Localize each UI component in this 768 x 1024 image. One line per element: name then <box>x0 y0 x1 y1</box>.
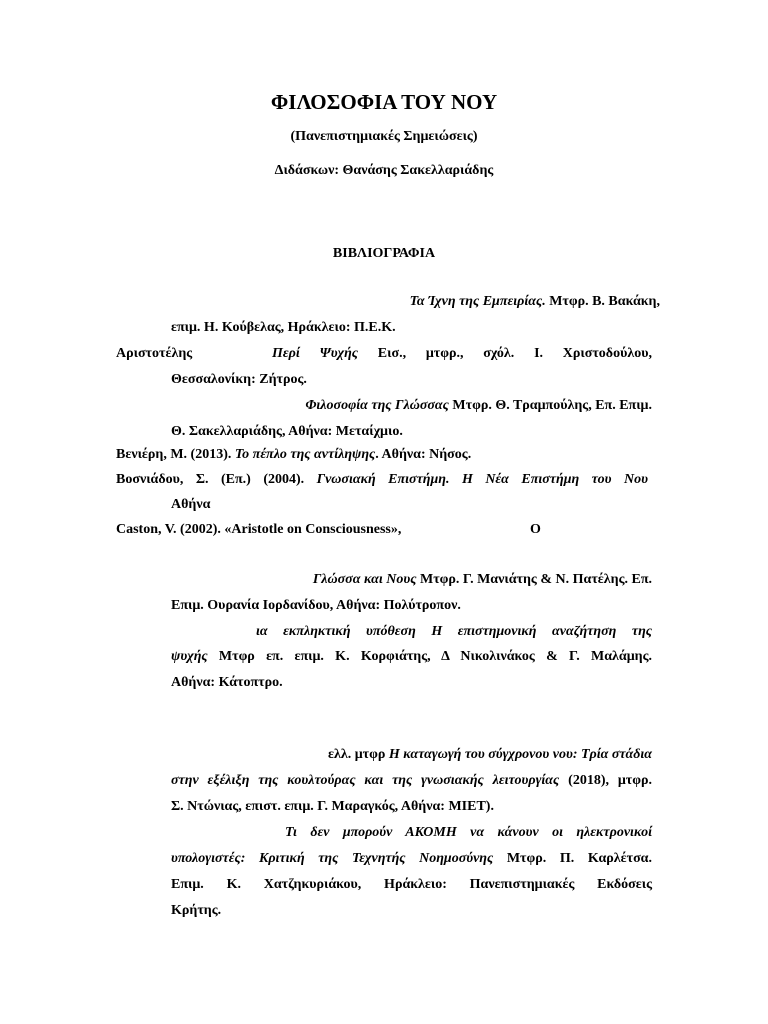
bib-entry-8-line-2: ψυχής Μτφρ επ. επιμ. Κ. Κορφιάτης, Δ Νικολινάκος & Γ. Μαλάμης. <box>171 649 652 664</box>
bib-entry-2-line-1: Περί Ψυχής Εισ., μτφρ., σχόλ. Ι. Χριστοδούλου, <box>272 346 652 361</box>
bib-entry-10-line-1: Τι δεν μπορούν ΑΚΟΜΗ να κάνουν οι ηλεκτρονικοί <box>285 825 652 840</box>
bib-entry-5-line-1: Βοσνιάδου, Σ. (Επ.) (2004). Γνωσιακή Επιστήμη. Η Νέα Επιστήμη του Νου <box>116 472 648 487</box>
bib-entry-8-line-3: Αθήνα: Κάτοπτρο. <box>171 675 283 690</box>
bib-entry-7-title: Γλώσσα και Νους <box>312 572 417 587</box>
bib-entry-9-line-3: Σ. Ντώνιας, επιστ. επιμ. Γ. Μαραγκός, Αθήνα: ΜΙΕΤ). <box>171 799 494 814</box>
bib-entry-9-line-2: στην εξέλιξη της κουλτούρας και της γνωσιακής λειτουργίας (2018), μτφρ. <box>171 773 652 788</box>
bib-entry-1-line-2: επιμ. Η. Κούβελας, Ηράκλειο: Π.Ε.Κ. <box>171 320 396 335</box>
bib-entry-10-line-2: υπολογιστές: Κριτική της Τεχνητής Νοημοσύνης Μτφρ. Π. Καρλέτσα. <box>171 851 652 866</box>
bib-entry-4-line-1: Βενιέρη, Μ. (2013). Το πέπλο της αντίληψης. Αθήνα: Νήσος. <box>116 447 472 462</box>
bib-entry-7-line-2: Επιμ. Ουρανία Ιορδανίδου, Αθήνα: Πολύτροπον. <box>171 598 461 613</box>
bib-entry-1-title: Τα Ίχνη της Εμπειρίας. <box>409 294 546 309</box>
bib-entry-6-line-1: Caston, V. (2002). «Aristotle on Consciousness», <box>116 522 402 537</box>
bib-entry-2-author: Αριστοτέλης <box>116 346 193 361</box>
bib-entry-1-line-1: Τα Ίχνη της Εμπειρίας. Μτφρ. Β. Βακάκη, <box>409 294 660 309</box>
bib-entry-7-line-1: Γλώσσα και Νους Μτφρ. Γ. Μανιάτης & Ν. Πατέλης. Επ. <box>312 572 652 587</box>
bib-entry-2-title: Περί Ψυχής <box>272 346 358 361</box>
bib-entry-3-title: Φιλοσοφία της Γλώσσας <box>305 398 449 413</box>
bib-entry-3-line-1: Φιλοσοφία της Γλώσσας Μτφρ. Θ. Τραμπούλης, Επ. Επιμ. <box>305 398 652 413</box>
bib-entry-10-line-3: Επιμ. Κ. Χατζηκυριάκου, Ηράκλειο: Πανεπιστημιακές Εκδόσεις <box>171 877 652 892</box>
bib-entry-2-line-2: Θεσσαλονίκη: Ζήτρος. <box>171 372 307 387</box>
document-subtitle: (Πανεπιστημιακές Σημειώσεις) <box>290 129 478 144</box>
bib-entry-5-line-2: Αθήνα <box>171 497 211 512</box>
bib-entry-5-title: Γνωσιακή Επιστήμη. Η Νέα Επιστήμη του Νου <box>316 472 648 487</box>
bib-entry-8-line-1: ια εκπληκτική υπόθεση Η επιστημονική αναζήτηση της <box>256 624 652 639</box>
bib-entry-4-title: Το πέπλο της αντίληψης <box>234 447 376 462</box>
bibliography-heading: ΒΙΒΛΙΟΓΡΑΦΙΑ <box>332 246 436 261</box>
bib-entry-10-line-4: Κρήτης. <box>171 903 222 918</box>
bib-entry-9-title: Η καταγωγή του σύγχρονου νου: Τρία στάδια <box>388 747 652 762</box>
bib-entry-6-fragment: O <box>530 522 541 537</box>
teacher-line: Διδάσκων: Θανάσης Σακελλαριάδης <box>274 163 494 178</box>
bib-entry-9-line-1: ελλ. μτφρ Η καταγωγή του σύγχρονου νου: Τρία στάδια <box>328 747 652 762</box>
document-title: ΦΙΛΟΣΟΦΙΑ ΤΟΥ ΝΟΥ <box>270 90 498 114</box>
bib-entry-3-line-2: Θ. Σακελλαριάδης, Αθήνα: Μεταίχμιο. <box>171 424 403 439</box>
